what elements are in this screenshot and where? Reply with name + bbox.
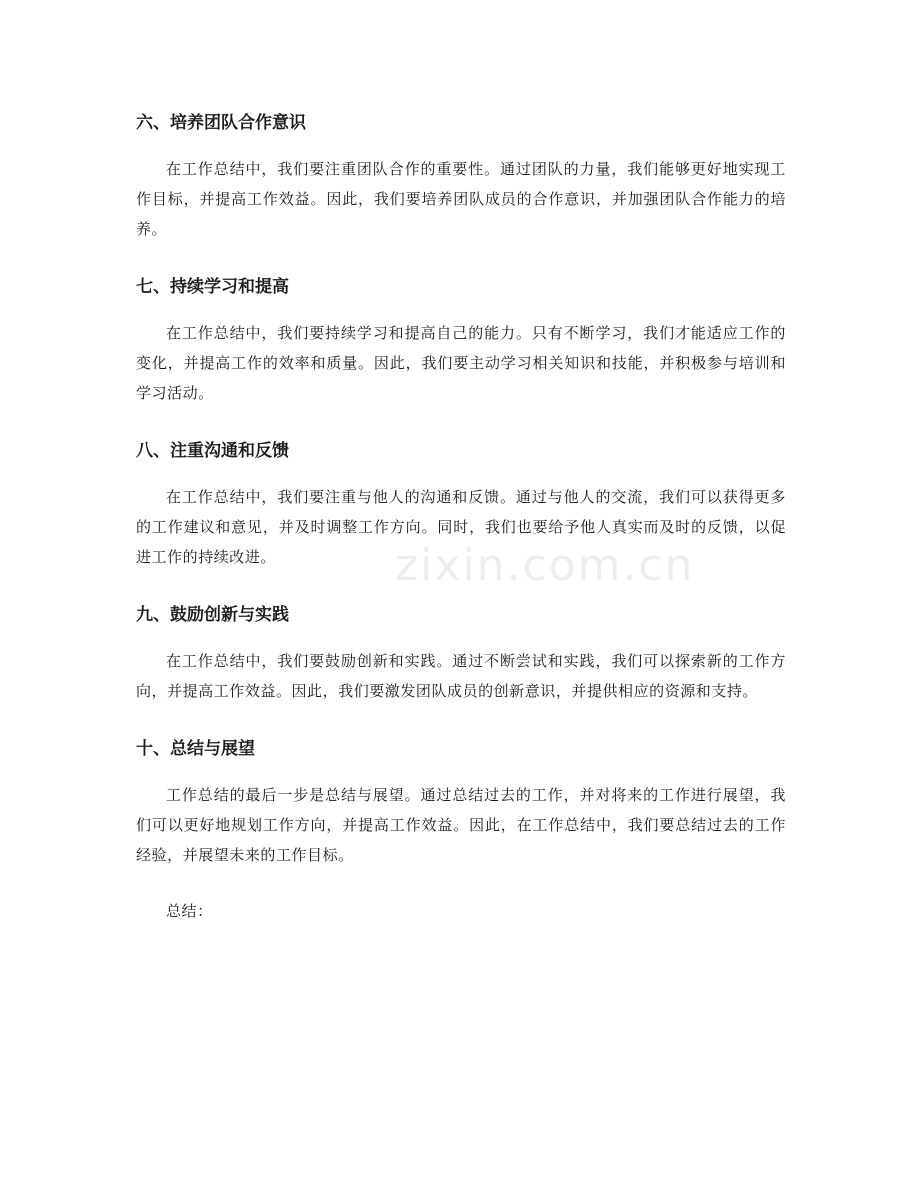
section-9 <box>136 598 786 706</box>
section-paragraph: 在工作总结中，我们要注重团队合作的重要性。通过团队的力量，我们能够更好地实现工作目标，并提高工作效益。因此，我们要培养团队成员的合作意识，并加强团队合作能力的培养。 <box>136 160 786 238</box>
watermark: zixin.com.cn <box>395 540 695 591</box>
section-8 <box>136 434 786 572</box>
document-content <box>136 106 786 926</box>
section-heading: 十、总结与展望 <box>136 739 255 759</box>
section-paragraph: 在工作总结中，我们要持续学习和提高自己的能力。只有不断学习，我们才能适应工作的变化，并提高工作的效率和质量。因此，我们要主动学习相关知识和技能，并积极参与培训和学习活动。 <box>136 324 786 402</box>
section-heading: 九、鼓励创新与实践 <box>136 605 289 625</box>
section-paragraph: 工作总结的最后一步是总结与展望。通过总结过去的工作，并对将来的工作进行展望，我们可以更好地规划工作方向，并提高工作效益。因此，在工作总结中，我们要总结过去的工作经验，并展望未来的工作目标。 <box>136 786 786 864</box>
section-paragraph: 在工作总结中，我们要注重与他人的沟通和反馈。通过与他人的交流，我们可以获得更多的工作建议和意见，并及时调整工作方向。同时，我们也要给予他人真实而及时的反馈，以促进工作的持续改进。 <box>136 488 786 566</box>
section-7 <box>136 270 786 408</box>
section-6 <box>136 106 786 244</box>
section-paragraph: 在工作总结中，我们要鼓励创新和实践。通过不断尝试和实践，我们可以探索新的工作方向，并提高工作效益。因此，我们要激发团队成员的创新意识，并提供相应的资源和支持。 <box>136 652 786 700</box>
closing-label: 总结： <box>166 902 213 920</box>
section-10 <box>136 732 786 870</box>
section-heading: 七、持续学习和提高 <box>136 277 289 297</box>
section-heading: 六、培养团队合作意识 <box>136 113 306 133</box>
section-heading: 八、注重沟通和反馈 <box>136 441 289 461</box>
